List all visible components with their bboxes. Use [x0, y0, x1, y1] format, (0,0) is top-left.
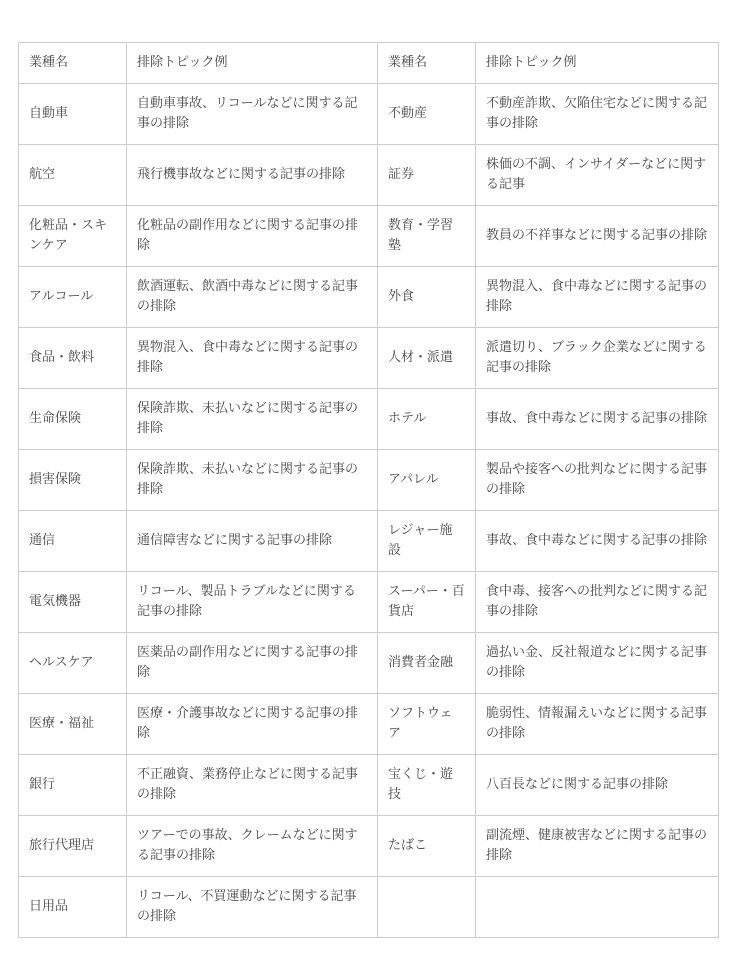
topic-example-cell: 医薬品の副作用などに関する記事の排除 — [127, 633, 378, 694]
industry-name-cell: ホテル — [378, 389, 476, 450]
topic-example-cell: 食中毒、接客への批判などに関する記事の排除 — [476, 572, 719, 633]
table-row — [19, 267, 719, 328]
topic-example-cell: 脆弱性、情報漏えいなどに関する記事の排除 — [476, 694, 719, 755]
industry-name-cell: 消費者金融 — [378, 633, 476, 694]
topic-example-cell: 不動産詐欺、欠陥住宅などに関する記事の排除 — [476, 84, 719, 145]
topic-example-cell: ツアーでの事故、クレームなどに関する記事の排除 — [127, 816, 378, 877]
table-row — [19, 694, 719, 755]
topic-example-cell — [476, 877, 719, 938]
topic-example-cell: 教員の不祥事などに関する記事の排除 — [476, 206, 719, 267]
topic-example-cell: 医療・介護事故などに関する記事の排除 — [127, 694, 378, 755]
table-row — [19, 84, 719, 145]
table-row — [19, 145, 719, 206]
industry-name-cell: 証券 — [378, 145, 476, 206]
topic-example-cell: 保険詐欺、未払いなどに関する記事の排除 — [127, 389, 378, 450]
industry-name-cell: 旅行代理店 — [19, 816, 127, 877]
topic-example-cell: 事故、食中毒などに関する記事の排除 — [476, 511, 719, 572]
topic-example-cell: 異物混入、食中毒などに関する記事の排除 — [476, 267, 719, 328]
header-industry-right: 業種名 — [378, 43, 476, 84]
industry-name-cell: 人材・派遣 — [378, 328, 476, 389]
industry-name-cell: 外食 — [378, 267, 476, 328]
industry-name-cell: ソフトウェア — [378, 694, 476, 755]
topic-example-cell: 副流煙、健康被害などに関する記事の排除 — [476, 816, 719, 877]
topic-example-cell: 不正融資、業務停止などに関する記事の排除 — [127, 755, 378, 816]
topic-example-cell: リコール、製品トラブルなどに関する記事の排除 — [127, 572, 378, 633]
industry-name-cell: 損害保険 — [19, 450, 127, 511]
table-row — [19, 511, 719, 572]
topic-example-cell: 自動車事故、リコールなどに関する記事の排除 — [127, 84, 378, 145]
topic-example-cell: 異物混入、食中毒などに関する記事の排除 — [127, 328, 378, 389]
topic-example-cell: 株価の不調、インサイダーなどに関する記事 — [476, 145, 719, 206]
table-body — [19, 84, 719, 938]
industry-name-cell: レジャー施設 — [378, 511, 476, 572]
industry-name-cell: たばこ — [378, 816, 476, 877]
topic-example-cell: 飲酒運転、飲酒中毒などに関する記事の排除 — [127, 267, 378, 328]
industry-name-cell: 日用品 — [19, 877, 127, 938]
table-row — [19, 328, 719, 389]
topic-example-cell: 過払い金、反社報道などに関する記事の排除 — [476, 633, 719, 694]
industry-name-cell: 通信 — [19, 511, 127, 572]
table-header — [19, 43, 719, 84]
topic-example-cell: 事故、食中毒などに関する記事の排除 — [476, 389, 719, 450]
header-topic-right: 排除トピック例 — [476, 43, 719, 84]
industry-name-cell: スーパー・百貨店 — [378, 572, 476, 633]
topic-example-cell: 製品や接客への批判などに関する記事の排除 — [476, 450, 719, 511]
table-row — [19, 633, 719, 694]
industry-name-cell: 生命保険 — [19, 389, 127, 450]
industry-name-cell: ヘルスケア — [19, 633, 127, 694]
topic-example-cell: 化粧品の副作用などに関する記事の排除 — [127, 206, 378, 267]
industry-name-cell: 医療・福祉 — [19, 694, 127, 755]
industry-name-cell: 航空 — [19, 145, 127, 206]
industry-name-cell: アルコール — [19, 267, 127, 328]
industry-topic-table — [18, 42, 719, 938]
topic-example-cell: リコール、不買運動などに関する記事の排除 — [127, 877, 378, 938]
industry-name-cell: 銀行 — [19, 755, 127, 816]
industry-name-cell: 化粧品・スキンケア — [19, 206, 127, 267]
industry-name-cell: 不動産 — [378, 84, 476, 145]
topic-example-cell: 通信障害などに関する記事の排除 — [127, 511, 378, 572]
industry-name-cell: 教育・学習塾 — [378, 206, 476, 267]
table-row — [19, 816, 719, 877]
topic-example-cell: 保険詐欺、未払いなどに関する記事の排除 — [127, 450, 378, 511]
header-row — [19, 43, 719, 84]
topic-example-cell: 派遣切り、ブラック企業などに関する記事の排除 — [476, 328, 719, 389]
table-row — [19, 755, 719, 816]
industry-name-cell: 自動車 — [19, 84, 127, 145]
topic-example-cell: 飛行機事故などに関する記事の排除 — [127, 145, 378, 206]
industry-name-cell: 宝くじ・遊技 — [378, 755, 476, 816]
industry-name-cell: 食品・飲料 — [19, 328, 127, 389]
table-row — [19, 877, 719, 938]
header-industry-left: 業種名 — [19, 43, 127, 84]
table-row — [19, 572, 719, 633]
topic-example-cell: 八百長などに関する記事の排除 — [476, 755, 719, 816]
table-row — [19, 450, 719, 511]
table-row — [19, 206, 719, 267]
industry-name-cell: アパレル — [378, 450, 476, 511]
header-topic-left: 排除トピック例 — [127, 43, 378, 84]
table-row — [19, 389, 719, 450]
industry-name-cell — [378, 877, 476, 938]
industry-name-cell: 電気機器 — [19, 572, 127, 633]
